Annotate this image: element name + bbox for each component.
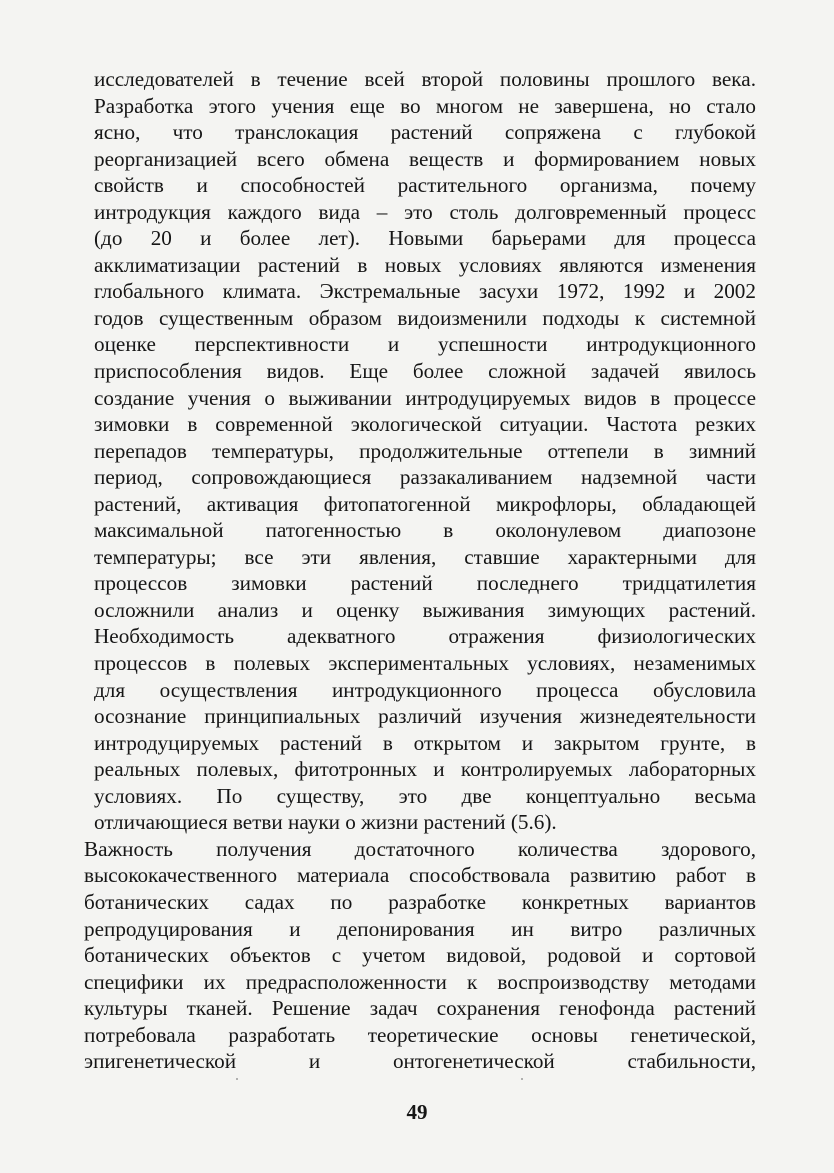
text-line: максимальной патогенностью в околонулевом диапозоне [94,518,756,543]
text-line: для осуществления интродукционного процесса обусловила [94,677,756,702]
text-line: ботанических объектов с учетом видовой, родовой и сортовой [84,943,756,968]
scan-speck [521,1078,523,1080]
text-line: создание учения о выживании интродуцируемых видов в процессе [94,385,756,410]
page-number: 49 [406,1100,428,1124]
text-line: потребовала разработать теоретические основы генетической, [84,1022,756,1047]
text-line: приспособления видов. Еще более сложной задачей явилось [94,359,756,384]
text-line: культуры тканей. Решение задач сохранения генофонда растений [84,996,756,1021]
page-body [84,66,756,1075]
text-line: осложнили анализ и оценку выживания зимующих растений. [94,597,756,622]
text-line: исследователей в течение всей второй половины прошлого века. [94,67,756,91]
text-line: реорганизацией всего обмена веществ и формированием новых [94,146,756,171]
text-line: осознание принципиальных различий изучения жизнедеятельности [94,704,756,729]
text-line: специфики их предрасположенности к воспроизводству методами [84,969,756,994]
text-line: ботанических садах по разработке конкретных вариантов [84,889,756,914]
text-line: (до 20 и более лет). Новыми барьерами для процесса [94,226,756,251]
text-line: свойств и способностей растительного организма, почему [94,173,756,198]
text-line: эпигенетической и онтогенетической стабильности, [84,1049,756,1074]
text-line: Необходимость адекватного отражения физиологических [94,624,756,649]
text-line: Разработка этого учения еще во многом не завершена, но стало [94,93,756,118]
text-line: высококачественного материала способствовала развитию работ в [84,863,756,888]
text-line: ясно, что транслокация растений сопряжена с глубокой [94,120,756,145]
text-line: перепадов температуры, продолжительные оттепели в зимний [94,438,756,463]
paragraph-1 [84,66,756,836]
text-line: условиях. По существу, это две концептуально весьма [94,783,756,808]
text-line: акклиматизации растений в новых условиях являются изменения [94,252,756,277]
text-line: интродукция каждого вида – это столь долговременный процесс [94,199,756,224]
text-line: реальных полевых, фитотронных и контролируемых лабораторных [94,757,756,782]
text-line: годов существенным образом видоизменили подходы к системной [94,305,756,330]
paragraph-2 [84,836,756,1075]
text-line: Важность получения достаточного количества здорового, [84,836,756,861]
text-line: процессов в полевых экспериментальных условиях, незаменимых [94,651,756,676]
text-line: глобального климата. Экстремальные засухи 1972, 1992 и 2002 [94,279,756,304]
text-line: процессов зимовки растений последнего тридцатилетия [94,571,756,596]
text-line: растений, активация фитопатогенной микрофлоры, обладающей [94,491,756,516]
text-line: зимовки в современной экологической ситуации. Частота резких [94,412,756,437]
text-line: отличающиеся ветви науки о жизни растений (5.6). [94,810,557,835]
text-line: репродуцирования и депонирования ин витро различных [84,916,756,941]
scan-speck [236,1078,238,1080]
text-line: оценке перспективности и успешности интродукционного [94,332,756,357]
text-line: температуры; все эти явления, ставшие характерными для [94,544,756,569]
text-line: период, сопровождающиеся раззакаливанием надземной части [94,465,756,490]
text-line: интродуцируемых растений в открытом и закрытом грунте, в [94,730,756,755]
